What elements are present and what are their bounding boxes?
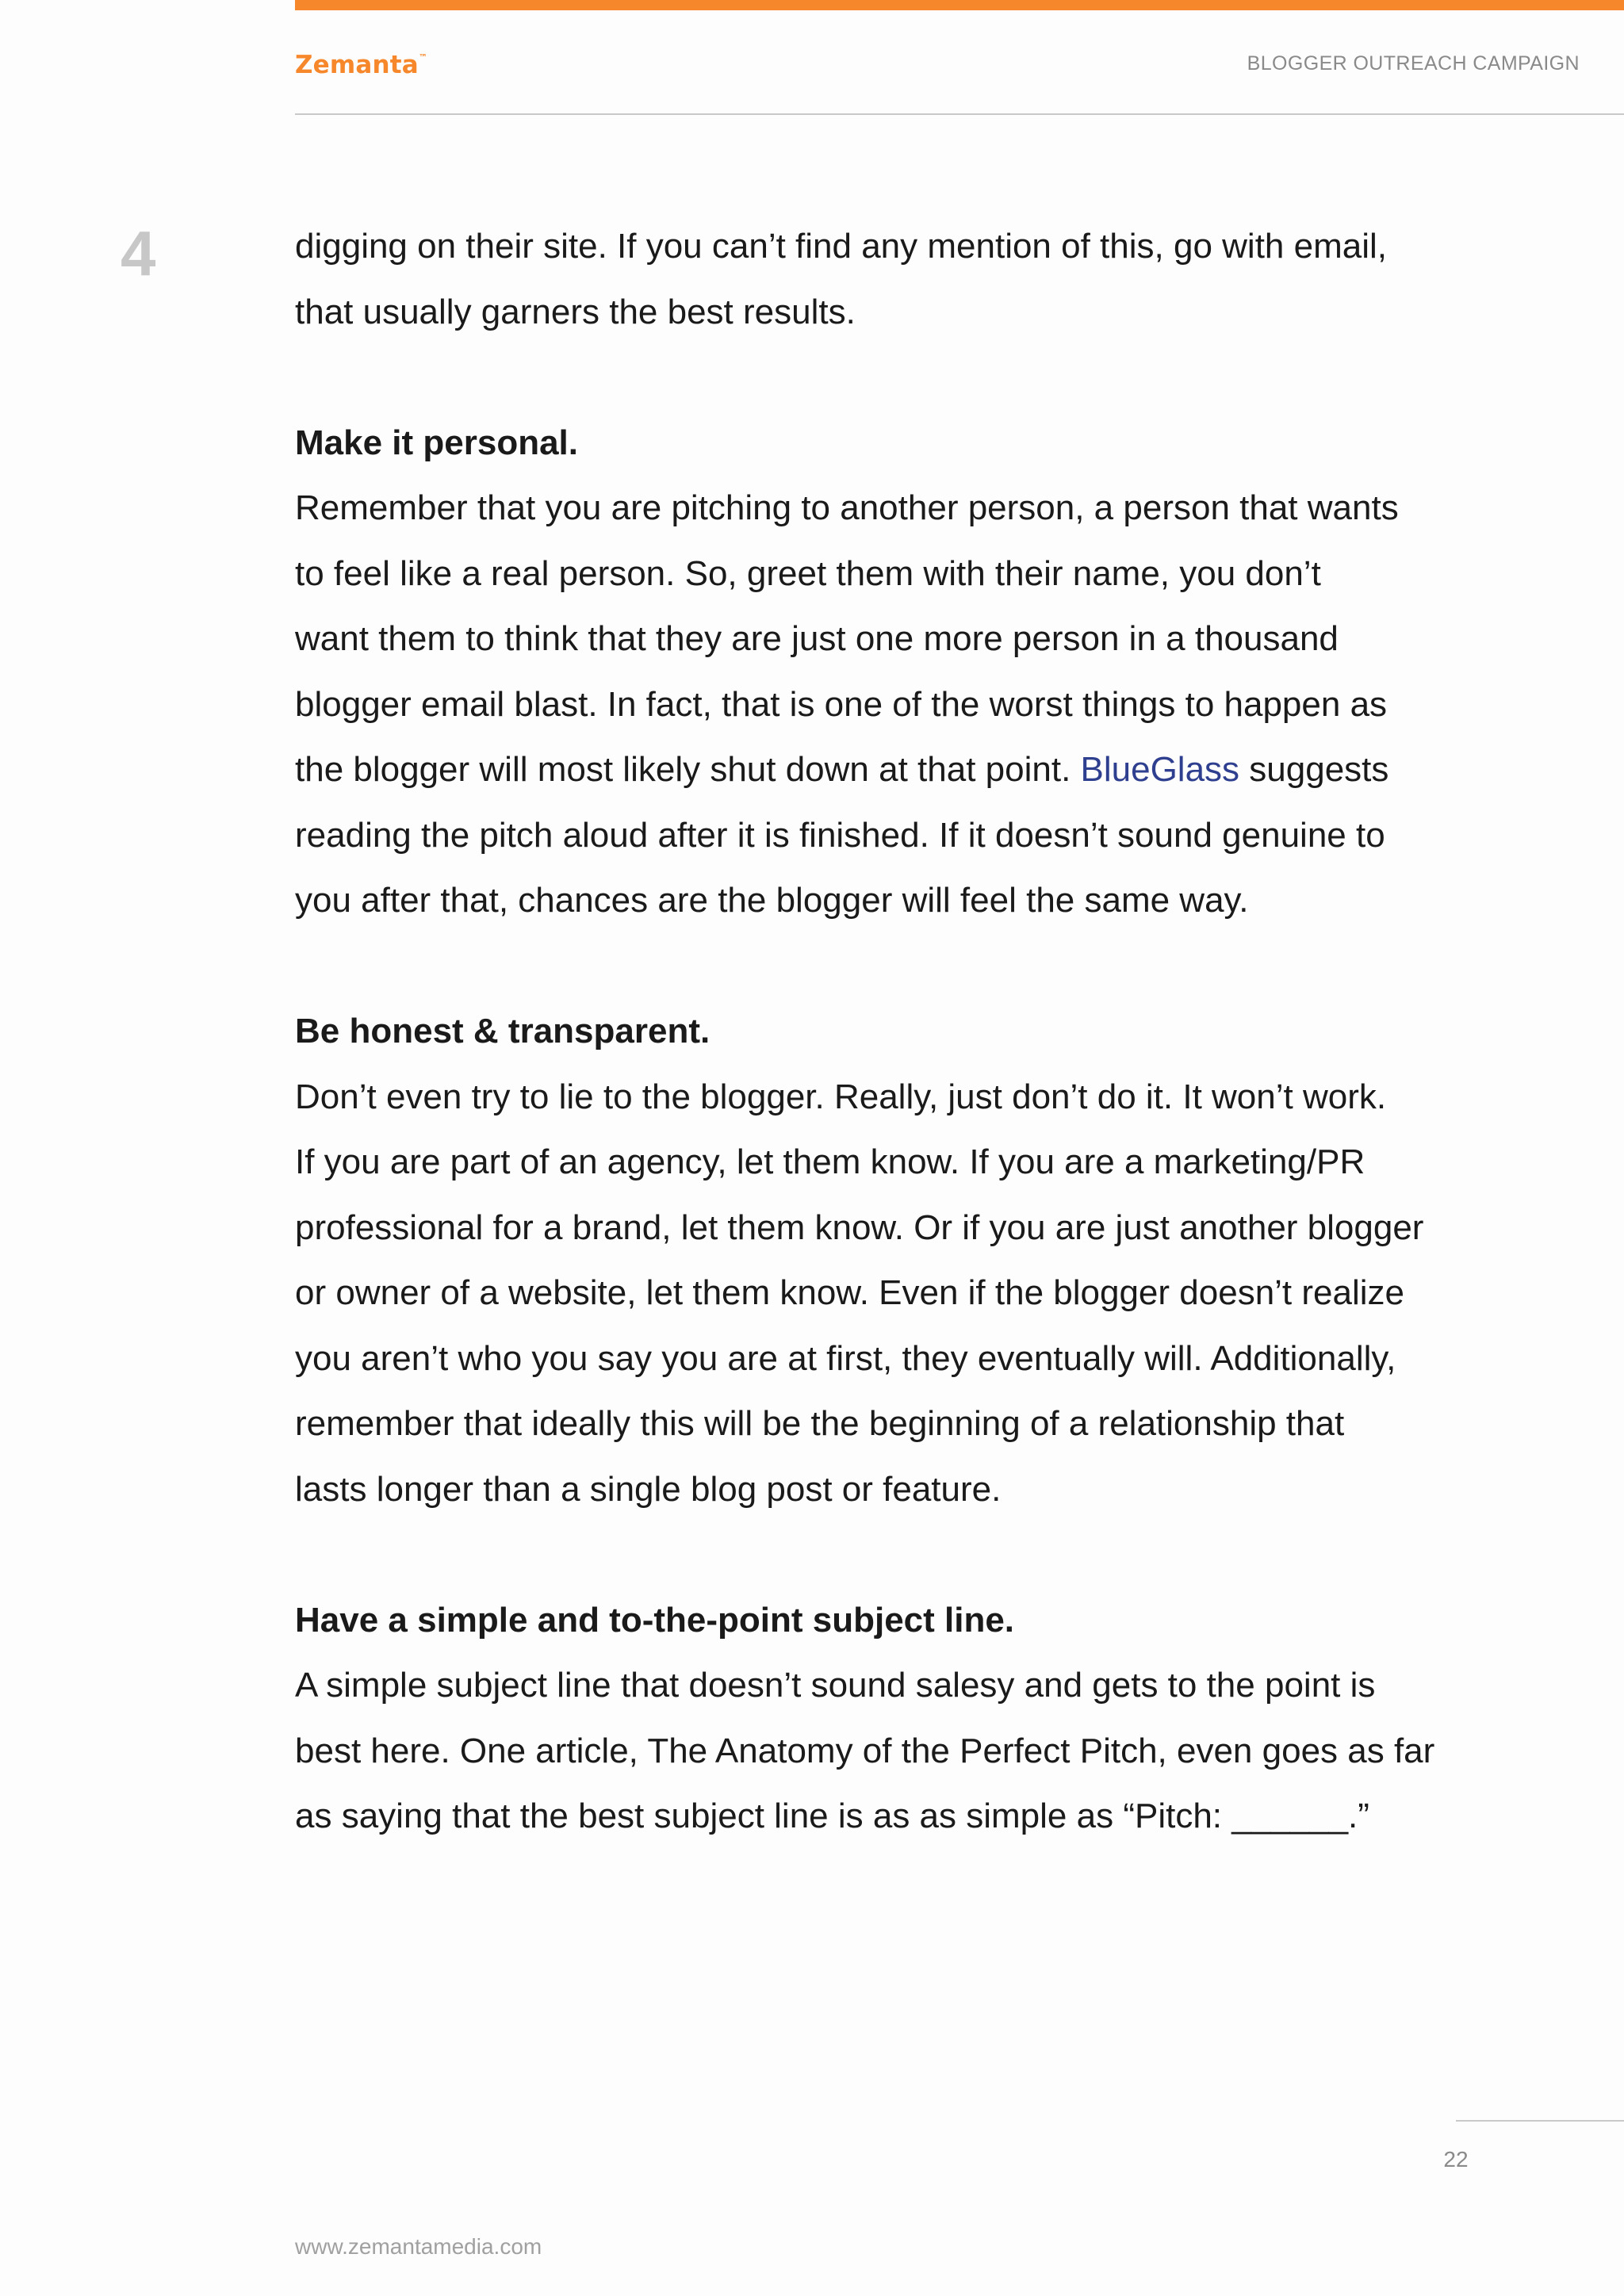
- text-line: want them to think that they are just one more person in a thousand: [295, 619, 1339, 658]
- section-subject-line: [295, 1588, 1532, 1850]
- body-content: [295, 214, 1532, 1850]
- zemanta-logo: [295, 51, 427, 79]
- blueglass-link[interactable]: BlueGlass: [1080, 750, 1240, 789]
- chapter-number: 4: [121, 218, 156, 289]
- text-line: lasts longer than a single blog post or feature.: [295, 1469, 1002, 1509]
- text-line: Don’t even try to lie to the blogger. Really, just don’t do it. It won’t work.: [295, 1077, 1387, 1116]
- intro-paragraph: [295, 214, 1532, 345]
- footer-url[interactable]: www.zemantamedia.com: [295, 2234, 542, 2259]
- text-line: digging on their site. If you can’t find any mention of this, go with email,: [295, 227, 1387, 266]
- text-segment: suggests: [1239, 750, 1389, 789]
- text-line: remember that ideally this will be the beginning of a relationship that: [295, 1404, 1345, 1443]
- text-line: If you are part of an agency, let them know. If you are a marketing/PR: [295, 1142, 1365, 1181]
- text-line: that usually garners the best results.: [295, 292, 856, 331]
- header-accent-bar: [295, 0, 1624, 10]
- text-line: professional for a brand, let them know. Or if you are just another blogger: [295, 1207, 1424, 1247]
- page-number-divider: [1456, 2120, 1624, 2122]
- text-line: you after that, chances are the blogger will feel the same way.: [295, 881, 1249, 920]
- text-line: blogger email blast. In fact, that is one of the worst things to happen as: [295, 684, 1388, 724]
- text-line: or owner of a website, let them know. Even if the blogger doesn’t realize: [295, 1273, 1404, 1312]
- text-line: A simple subject line that doesn’t sound salesy and gets to the point is: [295, 1666, 1376, 1705]
- text-line-with-link: [295, 737, 1532, 803]
- text-segment: the blogger will most likely shut down at that point.: [295, 750, 1081, 789]
- section-heading: Make it personal.: [295, 423, 579, 462]
- text-line: as saying that the best subject line is as as simple as “Pitch: ______.”: [295, 1797, 1369, 1835]
- section-heading: Be honest & transparent.: [295, 1012, 710, 1050]
- logo-text: Zemanta: [295, 51, 419, 79]
- running-title: BLOGGER OUTREACH CAMPAIGN: [1247, 52, 1580, 75]
- page-number: 22: [1443, 2147, 1469, 2172]
- text-line: you aren’t who you say you are at first, they eventually will. Additionally,: [295, 1338, 1396, 1378]
- text-line: to feel like a real person. So, greet them with their name, you don’t: [295, 553, 1321, 593]
- text-line: Remember that you are pitching to another person, a person that wants: [295, 488, 1399, 527]
- trademark-symbol: ™: [418, 52, 428, 63]
- text-line: best here. One article, The Anatomy of the Perfect Pitch, even goes as far: [295, 1731, 1435, 1770]
- section-be-honest: [295, 999, 1532, 1522]
- section-make-it-personal: [295, 411, 1532, 934]
- section-heading: Have a simple and to-the-point subject line.: [295, 1600, 1015, 1640]
- header-divider: [295, 113, 1624, 115]
- text-line: reading the pitch aloud after it is finished. If it doesn’t sound genuine to: [295, 815, 1385, 855]
